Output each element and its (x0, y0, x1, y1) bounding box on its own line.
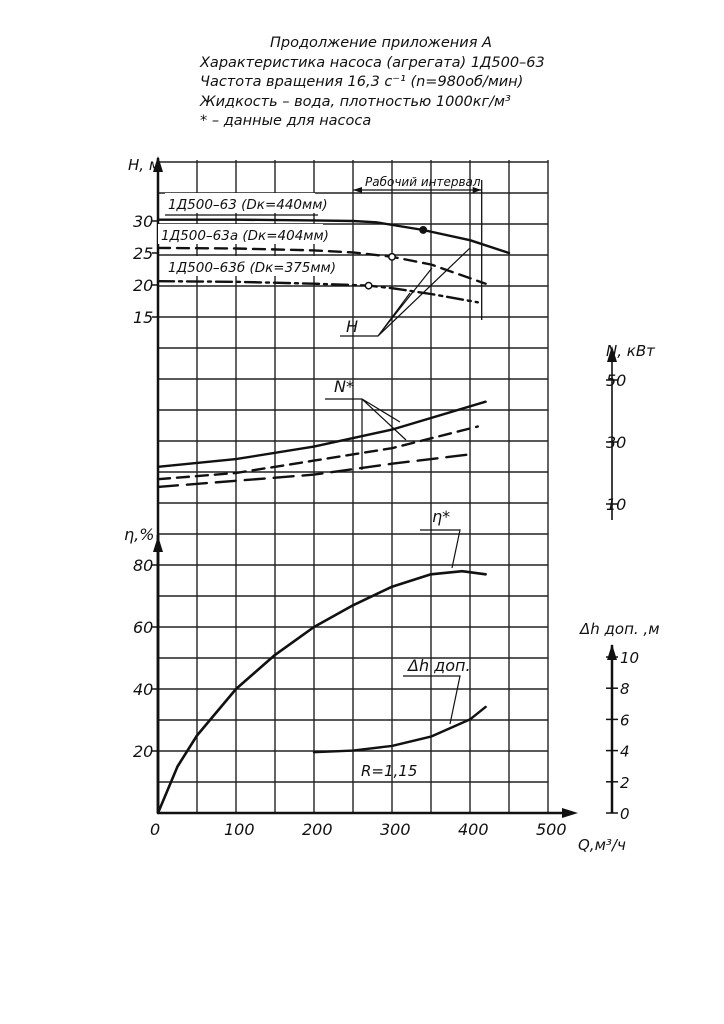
x-axis-arrow (562, 808, 578, 818)
leader-line-efficiency (420, 530, 460, 568)
power-curve-1 (158, 402, 486, 467)
x-tick-label: 300 (380, 820, 411, 839)
working-interval-arrow (353, 187, 362, 193)
y-tick-label-efficiency: 80 (133, 556, 154, 575)
series-name-label: 1Д500–63а (Dк=404мм) (161, 228, 329, 244)
y-tick-label-head: 25 (133, 244, 154, 263)
npsh-annotation: R=1,15 (361, 762, 418, 780)
y-tick-label-npsh: 4 (620, 742, 630, 761)
x-tick-label: 100 (224, 820, 255, 839)
pump-data-note: * – данные для насоса (200, 113, 372, 130)
y-tick-label-npsh: 6 (620, 711, 630, 730)
y-tick-label-efficiency: 20 (133, 742, 154, 761)
series-label-power: N* (334, 377, 354, 396)
y-axis-label-power: N, кВт (606, 342, 655, 360)
series-marker (420, 227, 426, 233)
efficiency-curve (158, 571, 486, 813)
series-name-label: 1Д500–63 (Dк=440мм) (168, 197, 328, 213)
working-interval-label: Рабочий интервал (365, 175, 481, 189)
fluid-line: Жидкость – вода, плотностью 1000кг/м³ (200, 93, 511, 110)
y-tick-label-npsh: 10 (620, 649, 640, 667)
y-tick-label-efficiency: 60 (133, 618, 154, 637)
series-label-efficiency: η* (432, 507, 451, 526)
y-axis-label-head: Н, м (128, 156, 161, 174)
y-tick-label-power: 50 (606, 371, 627, 390)
y-tick-label-efficiency: 40 (133, 680, 154, 699)
x-tick-label: 400 (458, 820, 489, 839)
x-tick-label: 500 (536, 820, 567, 839)
series-label-npsh: Δh доп. (408, 656, 471, 675)
head-curve-3 (158, 281, 478, 302)
series-marker (365, 282, 371, 288)
series-marker (389, 254, 395, 260)
appendix-title: Продолжение приложения А (270, 35, 492, 51)
y-axis-label-efficiency: η,% (124, 525, 155, 544)
npsh-curve (314, 707, 486, 752)
y-tick-label-head: 20 (133, 276, 154, 295)
x-tick-label: 0 (150, 820, 161, 839)
x-axis-label: Q,м³/ч (578, 836, 626, 854)
y-tick-label-power: 30 (606, 433, 627, 452)
y-tick-label-power: 10 (606, 495, 627, 514)
power-curve-2 (158, 427, 478, 480)
y-tick-label-npsh: 0 (620, 805, 630, 823)
y-axis-efficiency-arrow (153, 536, 163, 552)
y-tick-label-head: 15 (133, 308, 154, 327)
y-tick-label-head: 30 (133, 212, 154, 231)
series-name-label: 1Д500–63б (Dк=375мм) (168, 260, 336, 276)
leader-line-head (340, 248, 470, 336)
pump-characteristic-title: Характеристика насоса (агрегата) 1Д500–63 (200, 54, 545, 71)
y-axis-label-npsh: Δh доп. ,м (580, 620, 660, 638)
series-label-head: H (346, 317, 359, 336)
rotation-speed-line: Частота вращения 16,3 с⁻¹ (n=980об/мин) (200, 74, 524, 91)
x-tick-label: 200 (302, 820, 333, 839)
y-tick-label-npsh: 8 (620, 680, 630, 699)
y-tick-label-npsh: 2 (620, 773, 630, 792)
